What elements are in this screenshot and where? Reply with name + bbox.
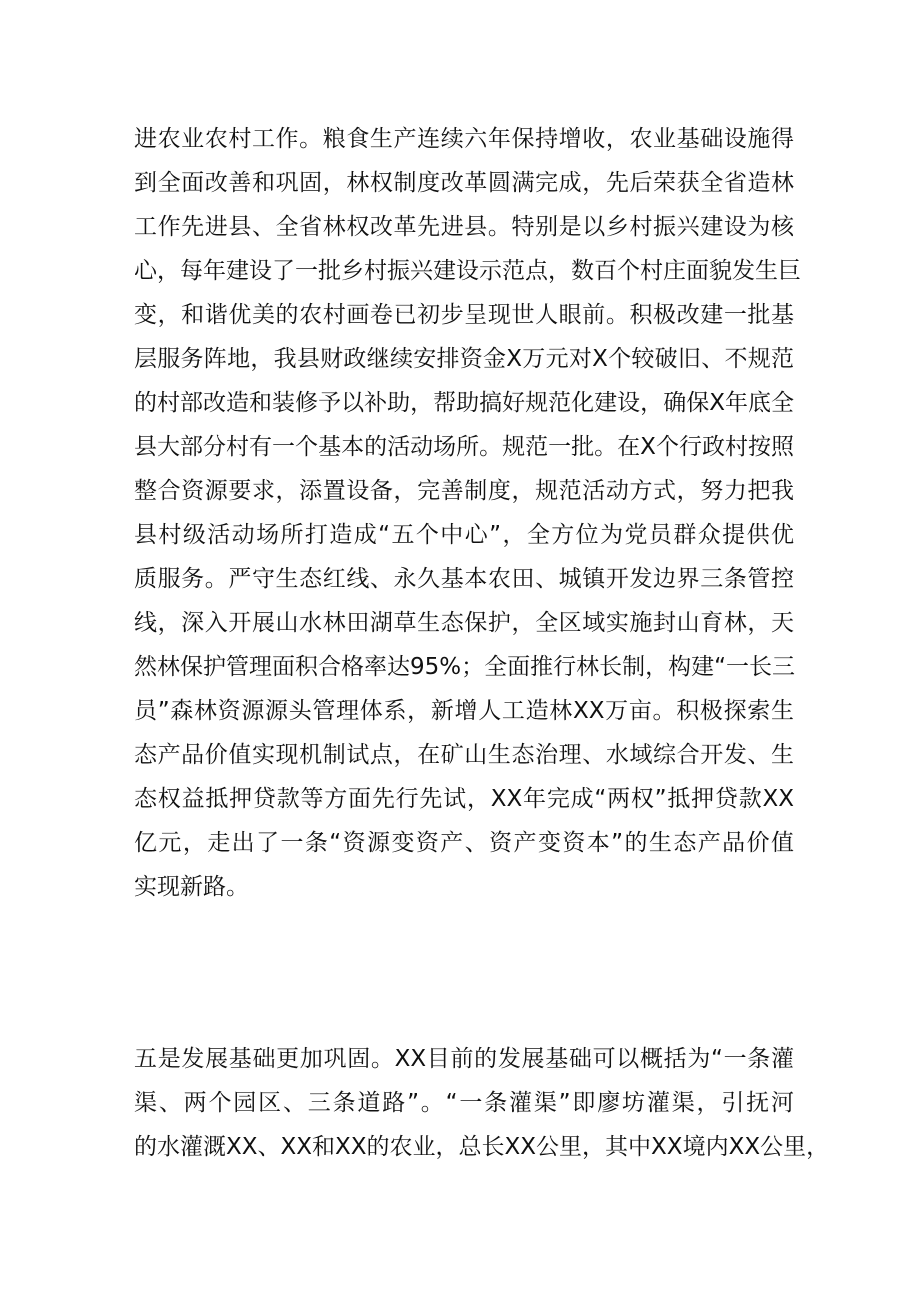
text-line: 亿元，走出了一条“资源变资产、资产变资本”的生态产品价值 [134,830,794,856]
paragraph-development-foundation [134,1037,830,1169]
text-line: 态权益抵押贷款等方面先行先试，XX年完成“两权”抵押贷款XX [134,786,794,812]
text-line: 的村部改造和装修予以补助，帮助搞好规范化建设，确保X年底全 [134,390,794,416]
text-line: 工作先进县、全省林权改革先进县。特别是以乡村振兴建设为核 [134,214,794,240]
text-line: 五是发展基础更加巩固。XX目前的发展基础可以概括为“一条灌 [134,1046,794,1072]
text-line: 层服务阵地，我县财政继续安排资金X万元对X个较破旧、不规范 [134,346,794,372]
text-line: 进农业农村工作。粮食生产连续六年保持增收，农业基础设施得 [134,126,794,152]
text-line: 县村级活动场所打造成“五个中心”，全方位为党员群众提供优 [134,522,794,548]
text-line: 态产品价值实现机制试点，在矿山生态治理、水域综合开发、生 [134,742,794,768]
text-line: 线，深入开展山水林田湖草生态保护，全区域实施封山育林，天 [134,610,794,636]
paragraph-rural-development [134,117,801,909]
text-line: 员”森林资源源头管理体系，新增人工造林XX万亩。积极探索生 [134,698,794,724]
text-line: 县大部分村有一个基本的活动场所。规范一批。在X个行政村按照 [134,434,794,460]
text-line: 到全面改善和巩固，林权制度改革圆满完成，先后荣获全省造林 [134,170,794,196]
text-line: 心，每年建设了一批乡村振兴建设示范点，数百个村庄面貌发生巨 [134,258,801,284]
text-line: 变，和谐优美的农村画卷已初步呈现世人眼前。积极改建一批基 [134,302,794,328]
text-line: 渠、两个园区、三条道路”。“一条灌渠”即廖坊灌渠，引抚河 [134,1090,794,1116]
text-line: 质服务。严守生态红线、永久基本农田、城镇开发边界三条管控 [134,566,794,592]
text-line: 然林保护管理面积合格率达95%；全面推行林长制，构建“一长三 [134,654,796,680]
text-line: 的水灌溉XX、XX和XX的农业，总长XX公里，其中XX境内XX公里， [134,1134,830,1160]
text-line: 实现新路。 [134,874,249,900]
text-line: 整合资源要求，添置设备，完善制度，规范活动方式，努力把我 [134,478,794,504]
